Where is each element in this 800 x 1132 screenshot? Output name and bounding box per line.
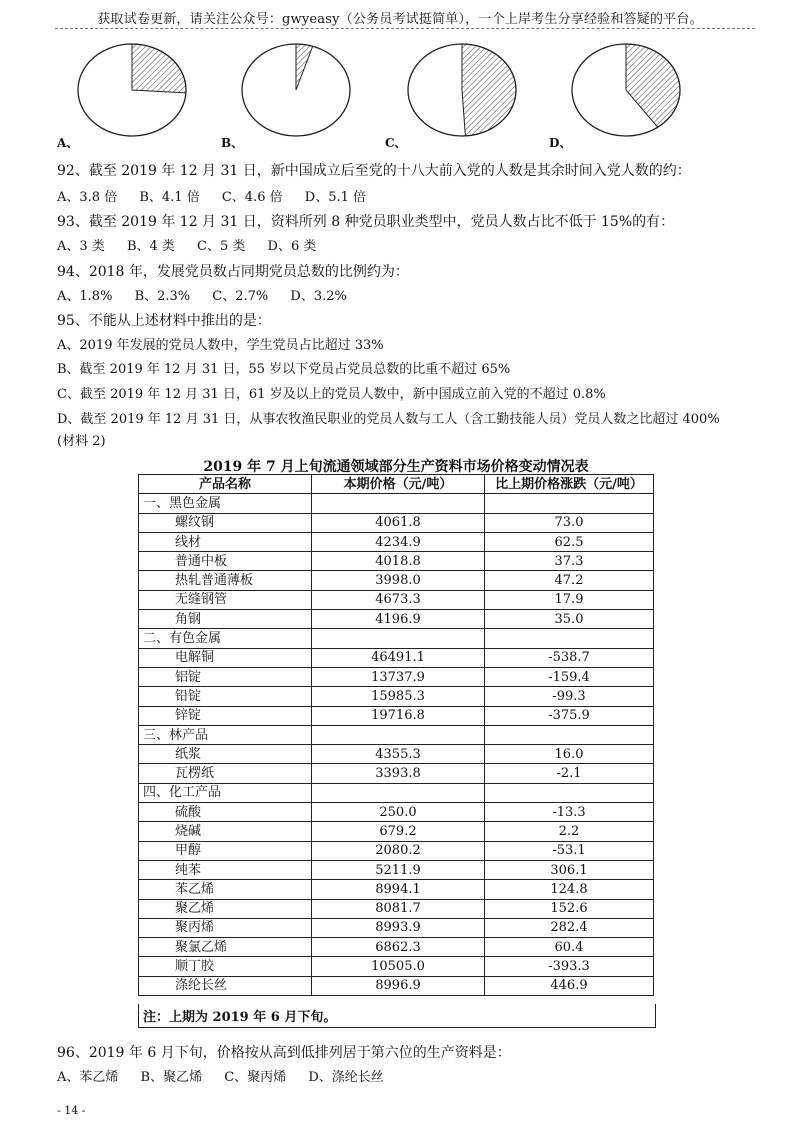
empty-cell xyxy=(312,629,485,648)
price-change: 73.0 xyxy=(485,513,654,532)
price-change: -99.3 xyxy=(485,687,654,706)
question-93: 93、截至 2019 年 12 月 31 日，资料所列 8 种党员职业类型中，党员人数占比不低于 15%的有： xyxy=(57,214,675,230)
price-change: 62.5 xyxy=(485,532,654,551)
table-row xyxy=(139,841,654,860)
price-change: -2.1 xyxy=(485,764,654,783)
question-95-option-d: D、截至 2019 年 12 月 31 日，从事农牧渔民职业的党员人数与工人（含工勤技能人员）党员人数之比超过 400% xyxy=(57,412,720,427)
col-header-change: 比上期价格涨跌（元/吨） xyxy=(485,475,654,494)
question-95-option-b: B、截至 2019 年 12 月 31 日，55 岁以下党员占党员总数的比重不超过 65% xyxy=(57,362,511,377)
empty-cell xyxy=(485,494,654,513)
option-d: D、3.2% xyxy=(290,289,347,304)
product-name: 铅锭 xyxy=(139,687,312,706)
table-row xyxy=(139,918,654,937)
option-b: B、2.3% xyxy=(134,289,191,304)
current-price: 4061.8 xyxy=(312,513,485,532)
table-row xyxy=(139,957,654,976)
table-category-row xyxy=(139,725,654,744)
current-price: 10505.0 xyxy=(312,957,485,976)
category-name: 四、化工产品 xyxy=(139,783,312,802)
product-name: 聚乙烯 xyxy=(139,899,312,918)
option-b: B、聚乙烯 xyxy=(140,1070,203,1085)
product-name: 普通中板 xyxy=(139,552,312,571)
option-c: C、4.6 倍 xyxy=(221,190,283,205)
current-price: 4673.3 xyxy=(312,590,485,609)
product-name: 瓦楞纸 xyxy=(139,764,312,783)
product-name: 锌锭 xyxy=(139,706,312,725)
price-change: 37.3 xyxy=(485,552,654,571)
pie-label-d: D、 xyxy=(549,136,572,150)
product-name: 烧碱 xyxy=(139,822,312,841)
table-row xyxy=(139,571,654,590)
table-row xyxy=(139,706,654,725)
current-price: 13737.9 xyxy=(312,667,485,686)
table-row xyxy=(139,803,654,822)
product-name: 甲醇 xyxy=(139,841,312,860)
option-b: B、4 类 xyxy=(126,239,175,254)
current-price: 4234.9 xyxy=(312,532,485,551)
price-change: 2.2 xyxy=(485,822,654,841)
price-change: 17.9 xyxy=(485,590,654,609)
table-row xyxy=(139,976,654,995)
current-price: 15985.3 xyxy=(312,687,485,706)
pie-chart-d xyxy=(570,42,682,138)
table-row xyxy=(139,590,654,609)
product-name: 热轧普通薄板 xyxy=(139,571,312,590)
option-a: A、苯乙烯 xyxy=(57,1070,119,1085)
table-row xyxy=(139,745,654,764)
pie-chart-a xyxy=(76,42,188,138)
page-number: - 14 - xyxy=(57,1104,86,1117)
table-row xyxy=(139,899,654,918)
current-price: 8996.9 xyxy=(312,976,485,995)
option-c: C、聚丙烯 xyxy=(224,1070,287,1085)
product-name: 聚氯乙烯 xyxy=(139,938,312,957)
table-title: 2019 年 7 月上旬流通领域部分生产资料市场价格变动情况表 xyxy=(203,459,589,475)
current-price: 2080.2 xyxy=(312,841,485,860)
material-label: (材料 2) xyxy=(57,434,106,449)
option-a: A、3.8 倍 xyxy=(57,190,118,205)
option-c: C、2.7% xyxy=(212,289,269,304)
table-row xyxy=(139,880,654,899)
empty-cell xyxy=(312,494,485,513)
price-table xyxy=(138,474,654,996)
table-row xyxy=(139,764,654,783)
current-price: 46491.1 xyxy=(312,648,485,667)
current-price: 19716.8 xyxy=(312,706,485,725)
table-row xyxy=(139,532,654,551)
price-change: -375.9 xyxy=(485,706,654,725)
current-price: 8081.7 xyxy=(312,899,485,918)
question-96: 96、2019 年 6 月下旬，价格按从高到低排列居于第六位的生产资料是： xyxy=(57,1045,511,1061)
product-name: 螺纹钢 xyxy=(139,513,312,532)
current-price: 4355.3 xyxy=(312,745,485,764)
table-row xyxy=(139,822,654,841)
price-change: 60.4 xyxy=(485,938,654,957)
pie-chart-c xyxy=(406,42,518,138)
table-note: 注：上期为 2019 年 6 月下旬。 xyxy=(138,1004,656,1028)
option-b: B、4.1 倍 xyxy=(139,190,200,205)
option-d: D、涤纶长丝 xyxy=(308,1070,384,1085)
current-price: 3998.0 xyxy=(312,571,485,590)
pie-label-a: A、 xyxy=(57,136,79,150)
empty-cell xyxy=(485,725,654,744)
product-name: 纯苯 xyxy=(139,860,312,879)
current-price: 8994.1 xyxy=(312,880,485,899)
product-name: 硫酸 xyxy=(139,803,312,822)
col-header-price: 本期价格（元/吨） xyxy=(312,475,485,494)
table-row xyxy=(139,513,654,532)
category-name: 三、林产品 xyxy=(139,725,312,744)
price-change: -13.3 xyxy=(485,803,654,822)
current-price: 5211.9 xyxy=(312,860,485,879)
product-name: 聚丙烯 xyxy=(139,918,312,937)
question-95: 95、不能从上述材料中推出的是： xyxy=(57,313,271,329)
price-change: 152.6 xyxy=(485,899,654,918)
product-name: 无缝钢管 xyxy=(139,590,312,609)
price-change: 306.1 xyxy=(485,860,654,879)
current-price: 6862.3 xyxy=(312,938,485,957)
pie-options xyxy=(0,30,800,148)
table-category-row xyxy=(139,783,654,802)
empty-cell xyxy=(312,725,485,744)
table-row xyxy=(139,687,654,706)
price-change: -159.4 xyxy=(485,667,654,686)
price-change: -538.7 xyxy=(485,648,654,667)
empty-cell xyxy=(312,783,485,802)
option-a: A、1.8% xyxy=(57,289,113,304)
option-d: D、6 类 xyxy=(267,239,317,254)
price-change: 282.4 xyxy=(485,918,654,937)
empty-cell xyxy=(485,629,654,648)
current-price: 4018.8 xyxy=(312,552,485,571)
product-name: 线材 xyxy=(139,532,312,551)
product-name: 苯乙烯 xyxy=(139,880,312,899)
price-change: -53.1 xyxy=(485,841,654,860)
table-row xyxy=(139,552,654,571)
price-change: -393.3 xyxy=(485,957,654,976)
product-name: 涤纶长丝 xyxy=(139,976,312,995)
current-price: 250.0 xyxy=(312,803,485,822)
pie-slice-hatched xyxy=(462,44,516,136)
current-price: 679.2 xyxy=(312,822,485,841)
price-change: 35.0 xyxy=(485,610,654,629)
option-a: A、3 类 xyxy=(57,239,105,254)
option-c: C、5 类 xyxy=(197,239,246,254)
current-price: 3393.8 xyxy=(312,764,485,783)
category-name: 二、有色金属 xyxy=(139,629,312,648)
pie-slice-hatched xyxy=(132,44,186,93)
question-96-options xyxy=(57,1066,402,1085)
product-name: 顺丁胶 xyxy=(139,957,312,976)
current-price: 8993.9 xyxy=(312,918,485,937)
product-name: 纸浆 xyxy=(139,745,312,764)
table-category-row xyxy=(139,629,654,648)
pie-label-b: B、 xyxy=(221,136,244,150)
question-92-options xyxy=(57,186,384,205)
table-row xyxy=(139,648,654,667)
table-row xyxy=(139,938,654,957)
product-name: 电解铜 xyxy=(139,648,312,667)
product-name: 铝锭 xyxy=(139,667,312,686)
question-94-options xyxy=(57,285,365,304)
price-change: 47.2 xyxy=(485,571,654,590)
product-name: 角钢 xyxy=(139,610,312,629)
table-row xyxy=(139,667,654,686)
col-header-product: 产品名称 xyxy=(139,475,312,494)
pie-chart-b xyxy=(240,42,352,138)
price-change: 16.0 xyxy=(485,745,654,764)
table-row xyxy=(139,610,654,629)
table-header-row xyxy=(139,475,654,494)
question-92: 92、截至 2019 年 12 月 31 日，新中国成立后至党的十八大前入党的人数是其余时间入党人数的约： xyxy=(57,163,691,179)
header-divider xyxy=(55,28,755,29)
option-d: D、5.1 倍 xyxy=(304,190,366,205)
empty-cell xyxy=(485,783,654,802)
price-change: 124.8 xyxy=(485,880,654,899)
pie-label-c: C、 xyxy=(385,136,407,150)
table-category-row xyxy=(139,494,654,513)
question-95-option-c: C、截至 2019 年 12 月 31 日，61 岁及以上的党员人数中，新中国成立前入党的不超过 0.8% xyxy=(57,387,606,402)
page-header: 获取试卷更新，请关注公众号：gwyeasy（公务员考试挺简单），一个上岸考生分享经验和答疑的平台。 xyxy=(97,12,703,27)
price-change: 446.9 xyxy=(485,976,654,995)
category-name: 一、黑色金属 xyxy=(139,494,312,513)
table-row xyxy=(139,860,654,879)
current-price: 4196.9 xyxy=(312,610,485,629)
question-93-options xyxy=(57,235,334,254)
question-95-option-a: A、2019 年发展的党员人数中，学生党员占比超过 33% xyxy=(57,338,384,353)
question-94: 94、2018 年，发展党员数占同期党员总数的比例约为： xyxy=(57,264,409,280)
